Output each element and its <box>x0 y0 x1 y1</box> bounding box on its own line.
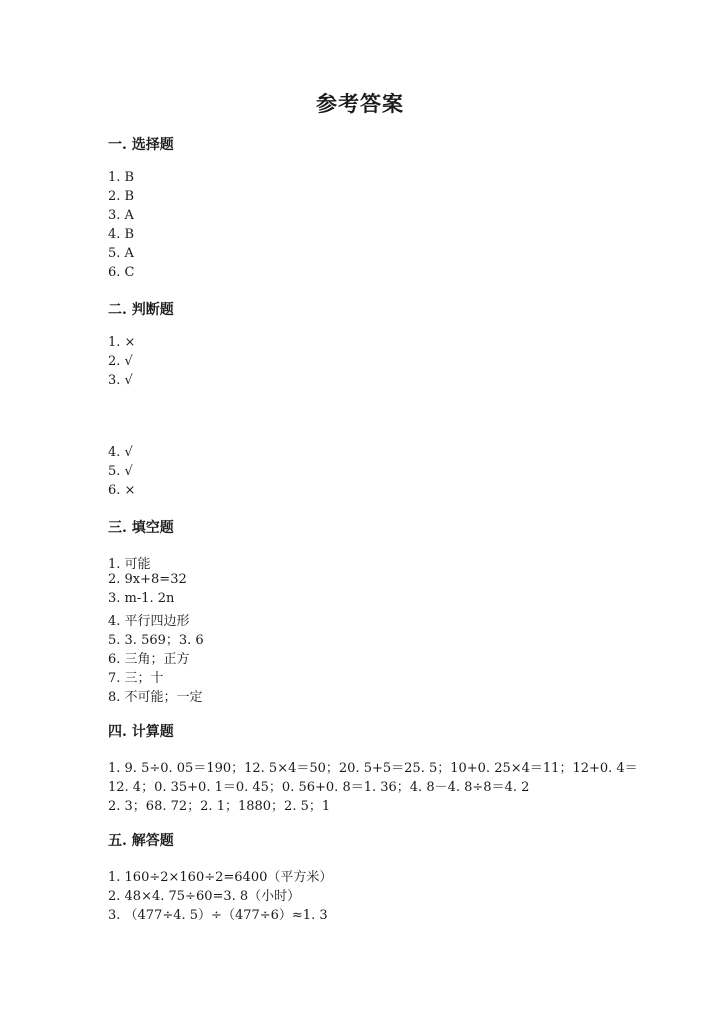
answer-line: 4. B <box>108 227 135 242</box>
answer-line: 2. 3；68. 72；2. 1；1880；2. 5；1 <box>108 799 331 814</box>
answer-line: 1. 可能 <box>108 557 151 572</box>
answer-line: 1. 160÷2×160÷2=6400（平方米） <box>108 870 333 885</box>
page-title: 参考答案 <box>316 91 404 116</box>
answer-line: 2. B <box>108 189 135 204</box>
section-heading-solution: 五. 解答题 <box>108 833 174 849</box>
answer-line: 8. 不可能；一定 <box>108 690 203 705</box>
section-heading-fill-blank: 三. 填空题 <box>108 520 174 536</box>
answer-line: 1. 9. 5÷0. 05＝190；12. 5×4＝50；20. 5+5＝25. 5；10+0. 25×4＝11；12+0. 4＝ <box>108 761 638 776</box>
answer-line: 2. √ <box>108 354 133 369</box>
section-heading-calculation: 四. 计算题 <box>108 724 174 740</box>
answer-line: 12. 4；0. 35+0. 1＝0. 45；0. 56+0. 8＝1. 36；4. 8－4. 8÷8＝4. 2 <box>108 780 530 795</box>
answer-line: 5. 3. 569；3. 6 <box>108 633 204 648</box>
answer-line: 2. 9x+8=32 <box>108 572 187 587</box>
answer-line: 2. 48×4. 75÷60=3. 8（小时） <box>108 889 301 904</box>
answer-line: 4. 平行四边形 <box>108 614 190 629</box>
answer-line: 5. √ <box>108 464 133 479</box>
answer-line: 3. A <box>108 208 134 223</box>
answer-line: 4. √ <box>108 445 133 460</box>
answer-line: 3. （477÷4. 5）÷（477÷6）≈1. 3 <box>108 908 328 923</box>
section-heading-judgement: 二. 判断题 <box>108 302 174 318</box>
answer-line: 1. B <box>108 170 135 185</box>
answer-line: 1. × <box>108 335 136 350</box>
answer-line: 3. √ <box>108 373 133 388</box>
answer-line: 3. m-1. 2n <box>108 591 175 606</box>
section-heading-choice: 一. 选择题 <box>108 137 174 153</box>
answer-line: 5. A <box>108 246 134 261</box>
answer-line: 7. 三；十 <box>108 671 164 686</box>
answer-line: 6. × <box>108 483 136 498</box>
answer-line: 6. C <box>108 265 135 280</box>
answer-line: 6. 三角；正方 <box>108 652 190 667</box>
